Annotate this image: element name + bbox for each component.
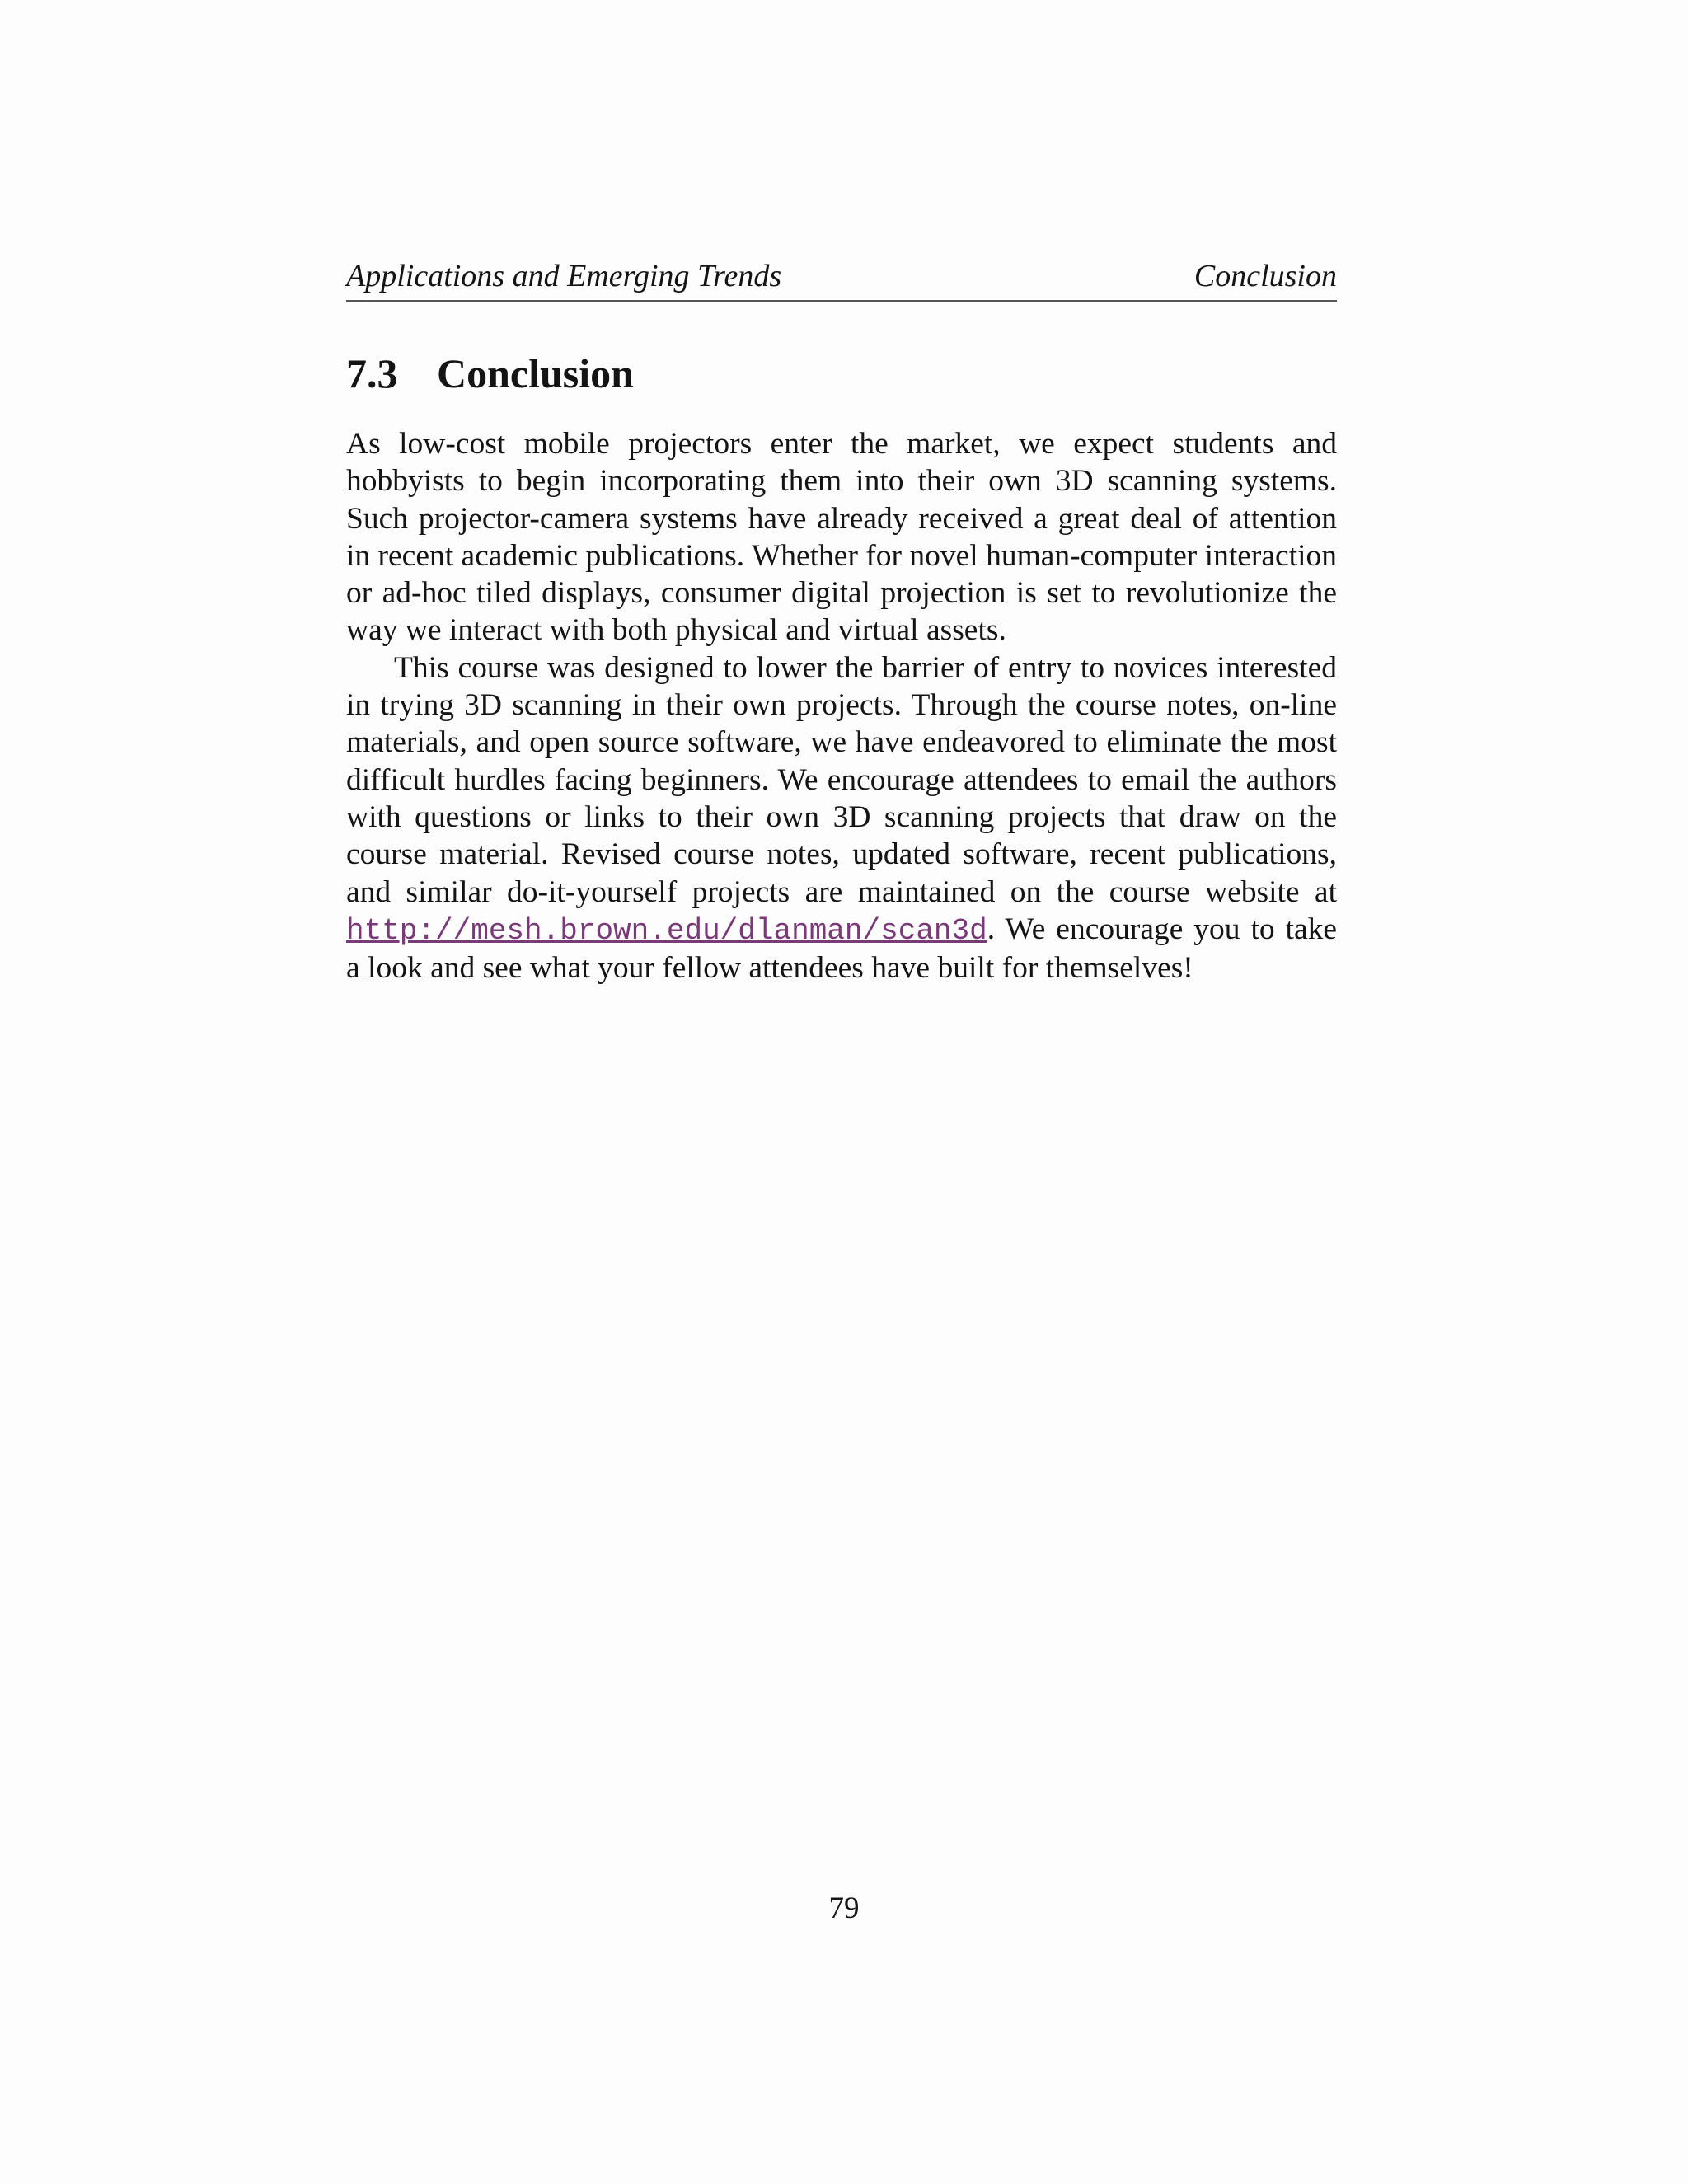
section-heading — [346, 344, 634, 402]
paragraph-2 — [346, 649, 1337, 987]
header-chapter-title: Applications and Emerging Trends — [346, 259, 782, 293]
paragraph-2-text: This course was designed to lower the barrier of entry to novices interested in trying 3D scanning in their own projects. Through the course notes, on-line materials, and open source software, we have endeavored to eliminate the most difficult hurdles facing beginners. We encourage attendees to email the authors with questions or links to their own 3D scanning projects that draw on the course material. Revised course notes, updated software, recent publications, and similar do-it-yourself projects are maintained on the course website at — [346, 650, 1337, 909]
course-website-link[interactable]: http://mesh.brown.edu/dlanman/scan3d — [346, 913, 987, 948]
page-number: 79 — [828, 1891, 860, 1925]
running-header — [346, 257, 1337, 302]
section-number: 7.3 — [346, 350, 398, 396]
header-section-title: Conclusion — [1193, 259, 1337, 293]
section-title: Conclusion — [437, 350, 634, 396]
paragraph-2-tail: . We encourage you to take a look and see what your fellow attendees have built for themselves! — [346, 912, 1337, 986]
body-text — [346, 425, 1337, 987]
paragraph-1: As low-cost mobile projectors enter the market, we expect students and hobbyists to begin incorporating them into their own 3D scanning systems. Such projector-camera systems have already received a great deal of attention in recent academic publications. Whether for novel human-computer interaction or ad-hoc tiled displays, consumer digital projection is set to revolutionize the way we interact with both physical and virtual assets. — [346, 427, 1337, 648]
